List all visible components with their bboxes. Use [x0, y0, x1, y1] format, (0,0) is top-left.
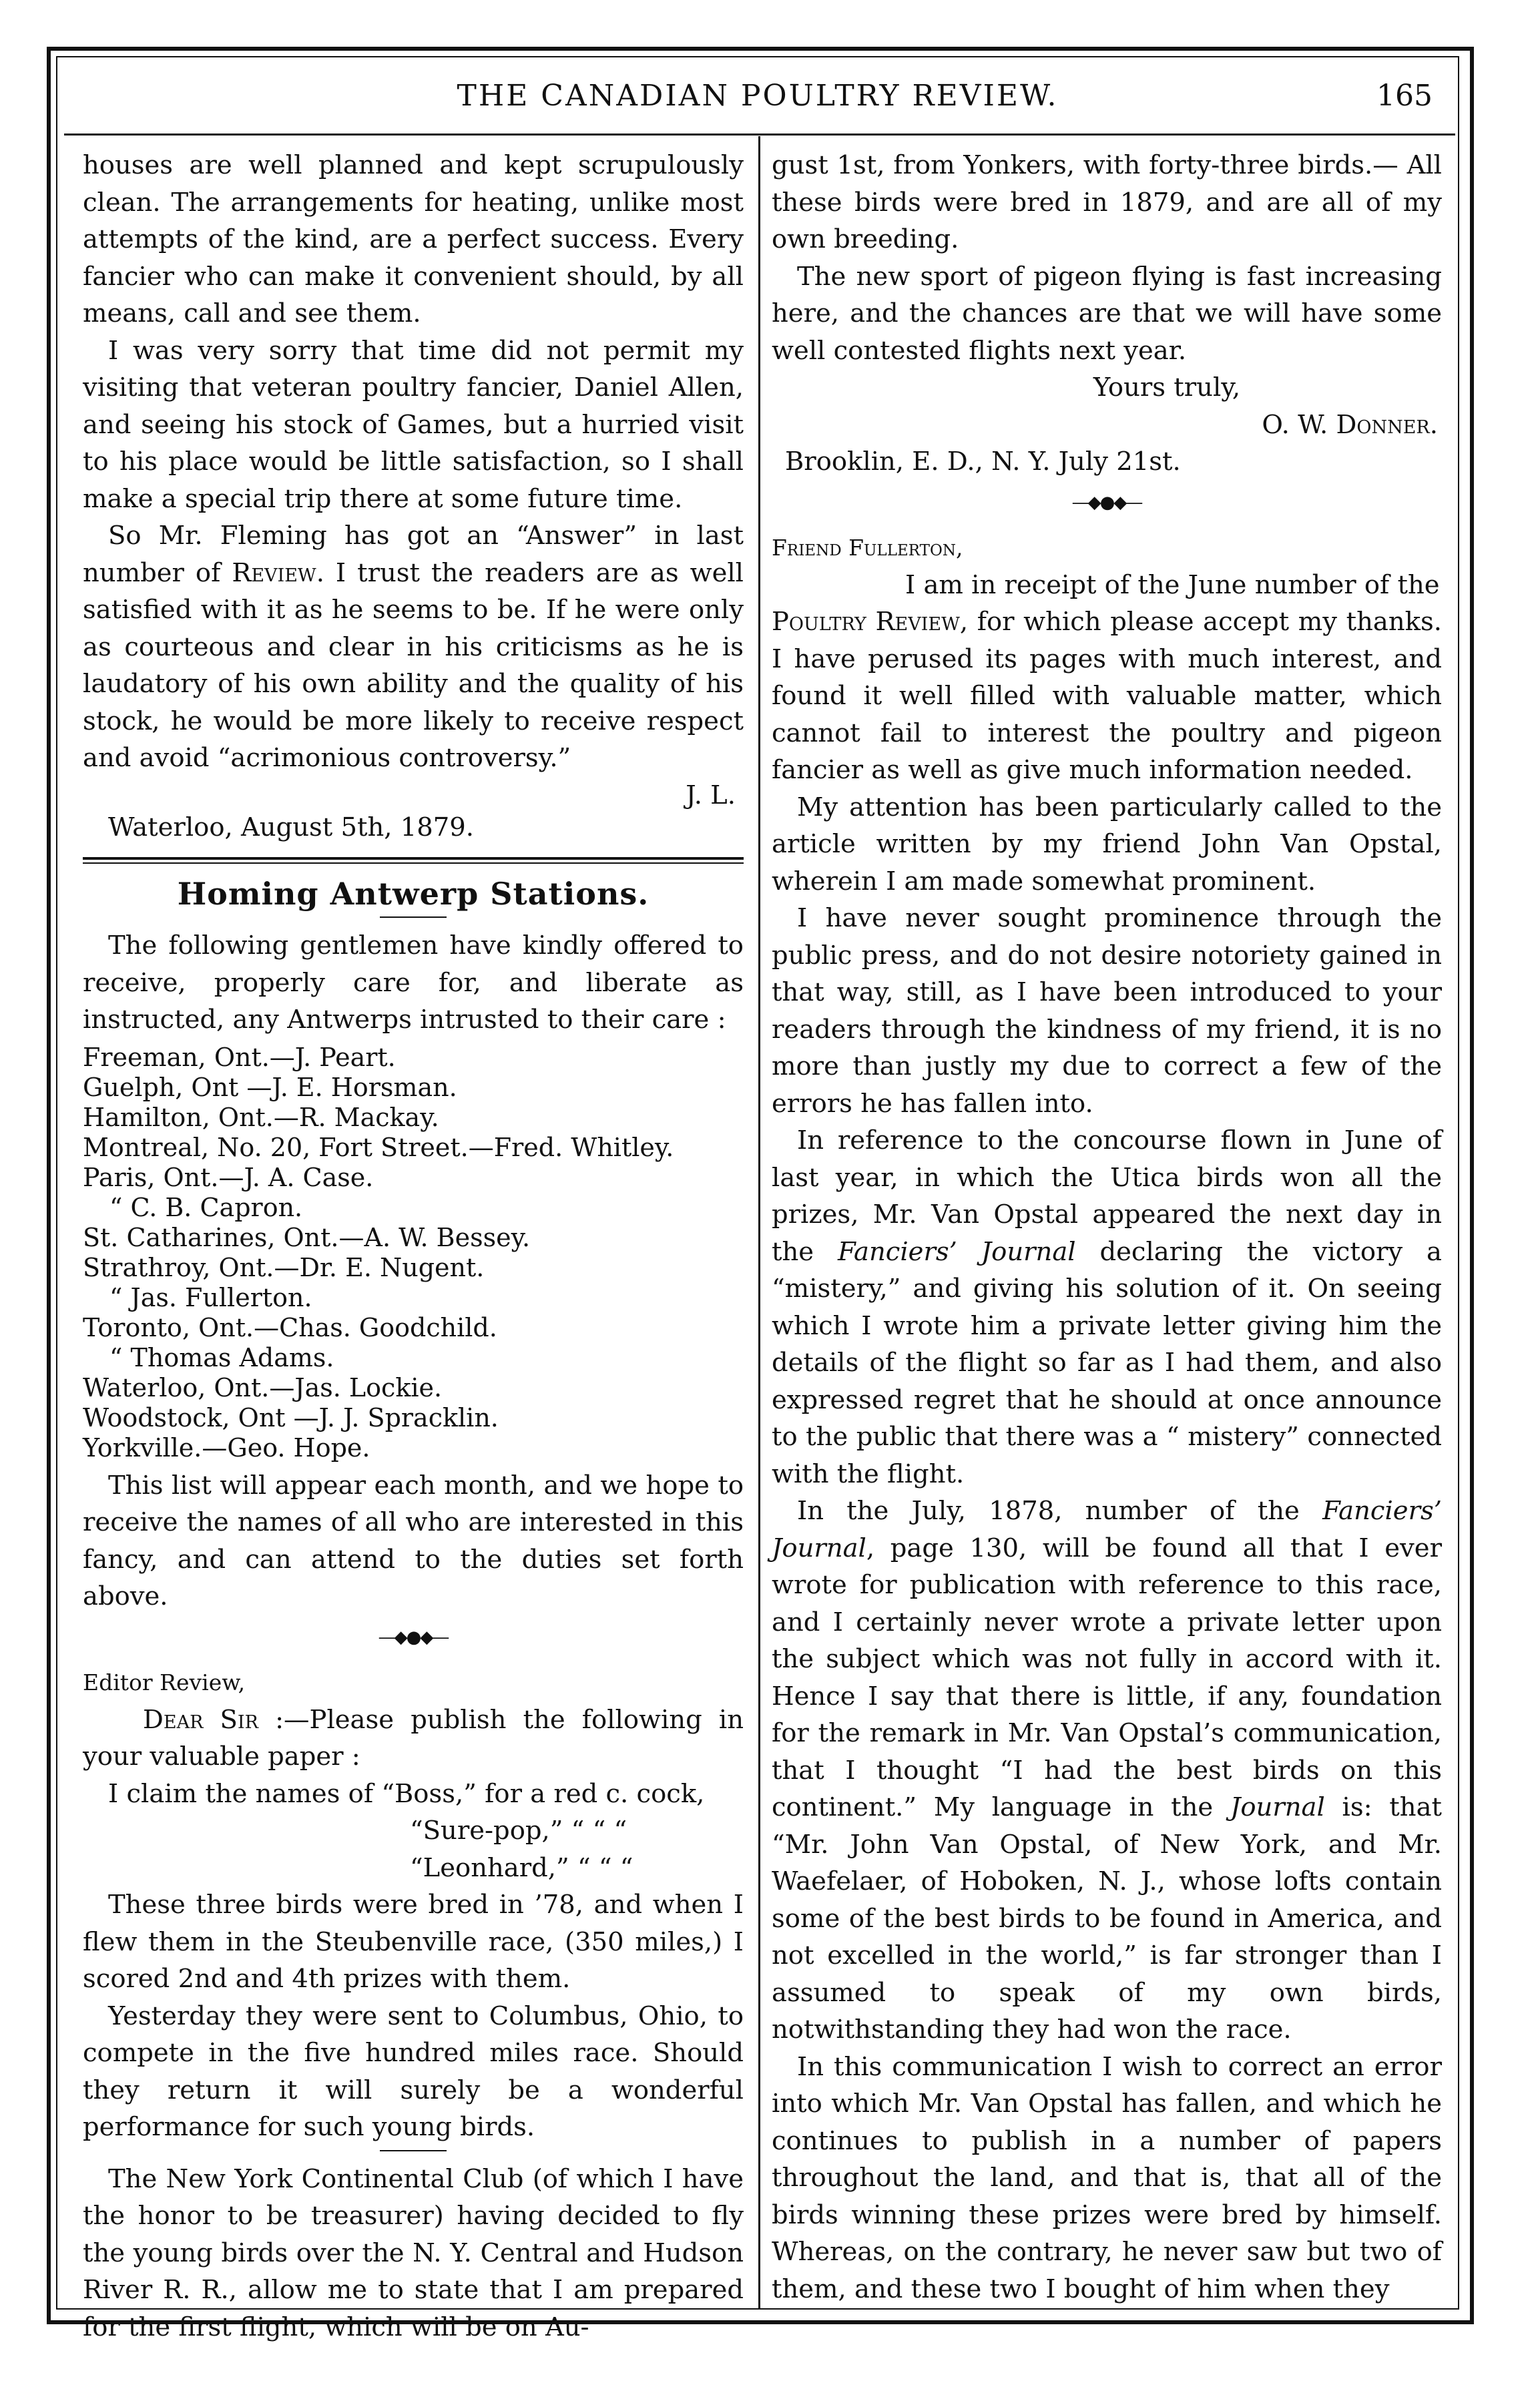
salutation: Friend Fullerton,	[772, 535, 963, 561]
list-item: “ C. B. Capron.	[109, 1192, 303, 1222]
paragraph: The New York Continental Club (of which I have the honor to be treasurer) having decided to fly the young birds over the N. Y. Central and Hudson River R. R., allow me to state that I am prepared for the first flight, which will be on Au-	[83, 2163, 744, 2342]
list-item: St. Catharines, Ont.—A. W. Bessey.	[83, 1222, 531, 1252]
dateline: Waterloo, August 5th, 1879.	[108, 812, 474, 842]
list-item: Freeman, Ont.—J. Peart.	[83, 1042, 396, 1072]
list-item: Guelph, Ont —J. E. Horsman.	[83, 1072, 457, 1102]
right-column	[772, 147, 1442, 2308]
list-item: “ Jas. Fullerton.	[109, 1282, 312, 1312]
closing: Yours truly,	[1093, 372, 1241, 403]
paragraph	[772, 603, 1442, 789]
paragraph	[83, 517, 744, 777]
text-run: . I trust the readers are as well satisfied with it as he seems to be. If he were only as courteous and clear in his criticisms as he is laudatory of his own ability and the quality of his stock, he would be more likely to receive respect and avoid “acrimonious controversy.”	[83, 557, 744, 773]
section-rule-thin	[83, 862, 744, 864]
left-column	[83, 147, 744, 2346]
list-item: Strathroy, Ont.—Dr. E. Nugent.	[83, 1252, 485, 1282]
paragraph: The following gentlemen have kindly offered to receive, properly care for, and liberate as instructed, any Antwerps intrusted to their care :	[83, 931, 744, 1035]
page-number: 165	[1376, 79, 1433, 113]
list-item: Woodstock, Ont —J. J. Spracklin.	[83, 1402, 499, 1432]
list-item: Yorkville.—Geo. Hope.	[83, 1432, 370, 1463]
page-header	[67, 79, 1449, 132]
section-heading: Homing Antwerp Stations.	[177, 875, 650, 912]
text-run: declaring the victory a “mistery,” and giving his solution of it. On seeing which I wrote him a private letter giving him the details of the flight so far as I had them, and also expressed regret that he should at once announce to the public that there was a “ mistery” connected with the flight.	[772, 1236, 1442, 1489]
publication-name: Review	[232, 557, 316, 588]
header-rule	[64, 134, 1455, 136]
text-run: So Mr. Fleming has got an “Answer” in last number of	[83, 521, 744, 588]
paragraph: In this communication I wish to correct an error into which Mr. Van Opstal has fallen, and which he continues to publish in a number of papers throughout the land, and that is, that all of the birds winning these prizes were bred by himself. Whereas, on the contrary, he never saw but two of them, and these two I bought of him when they	[772, 2051, 1442, 2304]
publication-name: Fanciers’ Journal	[837, 1236, 1076, 1267]
list-item: Hamilton, Ont.—R. Mackay.	[83, 1102, 439, 1132]
ornament-divider: —◆●◆—	[1071, 492, 1142, 513]
text-run: —Please publish the following in your valuable paper :	[83, 1704, 744, 1772]
stations-list	[83, 1043, 744, 1463]
paragraph	[83, 1701, 744, 1776]
list-item: Toronto, Ont.—Chas. Goodchild.	[83, 1312, 497, 1342]
list-item: Montreal, No. 20, Fort Street.—Fred. Whitley.	[83, 1132, 674, 1162]
claim-line: “Leonhard,” “ “ “	[410, 1852, 633, 1883]
claim-line: I claim the names of “Boss,” for a red c. cock,	[108, 1778, 705, 1809]
paragraph	[772, 1493, 1442, 2049]
text-run: In reference to the concourse flown in June of last year, in which the Utica birds won all the prizes, Mr. Van Opstal appeared the next day in the	[772, 1125, 1442, 1267]
paragraph: houses are well planned and kept scrupulously clean. The arrangements for heating, unlike most attempts of the kind, are a perfect success. Every fancier who can make it convenient should, by all means, call and see them.	[83, 150, 744, 328]
signature: O. W. Donner.	[1262, 409, 1438, 440]
publication-name: Fanciers’ Journal	[772, 1496, 1442, 1563]
divider-rule	[380, 2150, 447, 2151]
heading-rule	[380, 916, 447, 918]
text-run: , for which please accept my thanks. I have perused its pages with much interest, and found it well filled with valuable matter, which cannot fail to interest the poultry and pigeon fancier as well as give much information needed.	[772, 607, 1442, 785]
claim-line: “Sure-pop,” “ “ “	[410, 1816, 627, 1846]
list-item: Waterloo, Ont.—Jas. Lockie.	[83, 1372, 443, 1402]
column-divider	[758, 136, 760, 2310]
paragraph: I was very sorry that time did not permit my visiting that veteran poultry fancier, Daniel Allen, and seeing his stock of Games, but a hurried visit to his place would be little satisfaction, so I shall make a special trip there at some future time.	[83, 335, 744, 514]
paragraph: Yesterday they were sent to Columbus, Ohio, to compete in the five hundred miles race. Should they return it will surely be a wonderful performance for such young birds.	[83, 2001, 744, 2142]
paragraph	[772, 1122, 1442, 1493]
paragraph: gust 1st, from Yonkers, with forty-three birds.— All these birds were bred in 1879, and are all of my own breeding.	[772, 150, 1442, 254]
publication-name: Poultry Review	[772, 607, 960, 637]
section-rule	[83, 857, 744, 860]
text-run: , page 130, will be found all that I ever wrote for publication with reference to this race, and I certainly never wrote a private letter upon the subject which was not fully in accord with it. Hence I say that there is little, if any, foundation for the remark in Mr. Van Opstal’s communication, that I thought “I had the best birds on this continent.” My language in the	[772, 1533, 1442, 1822]
salutation-header: Editor Review,	[83, 1669, 246, 1695]
ornament-divider: —◆●◆—	[378, 1627, 449, 1647]
text-run: In the July, 1878, number of the	[797, 1496, 1323, 1526]
text-run: is: that “Mr. John Van Opstal, of New York, and Mr. Waefelaer, of Hoboken, N. J., whose lofts contain some of the best birds to be found in America, and not excelled in the world,” is far stronger than I assumed to speak of my own birds, notwithstanding they had won the race.	[772, 1792, 1442, 2045]
paragraph: My attention has been particularly called to the article written by my friend John Van Opstal, wherein I am made somewhat prominent.	[772, 792, 1442, 896]
paragraph: This list will appear each month, and we hope to receive the names of all who are interested in this fancy, and can attend to the duties set forth above.	[83, 1470, 744, 1611]
signature: J. L.	[686, 780, 736, 810]
paragraph: The new sport of pigeon flying is fast increasing here, and the chances are that we will have some well contested flights next year.	[772, 261, 1442, 366]
list-item: Paris, Ont.—J. A. Case.	[83, 1162, 374, 1192]
signature-block	[83, 777, 744, 846]
paragraph: I have never sought prominence through the public press, and do not desire notoriety gained in that way, still, as I have been introduced to your readers through the kindness of my friend, it is no more than justly my due to correct a few of the errors he has fallen into.	[772, 903, 1442, 1119]
dateline: Brooklin, E. D., N. Y. July 21st.	[785, 447, 1181, 477]
list-item: “ Thomas Adams.	[109, 1342, 334, 1372]
running-title: THE CANADIAN POULTRY REVIEW.	[457, 79, 1059, 113]
salutation: Dear Sir :	[143, 1704, 284, 1735]
paragraph-lead: I am in receipt of the June number of the	[905, 569, 1440, 600]
publication-name: Journal	[1230, 1792, 1325, 1822]
paragraph: These three birds were bred in ’78, and when I flew them in the Steubenville race, (350 miles,) I scored 2nd and 4th prizes with them.	[83, 1890, 744, 1994]
